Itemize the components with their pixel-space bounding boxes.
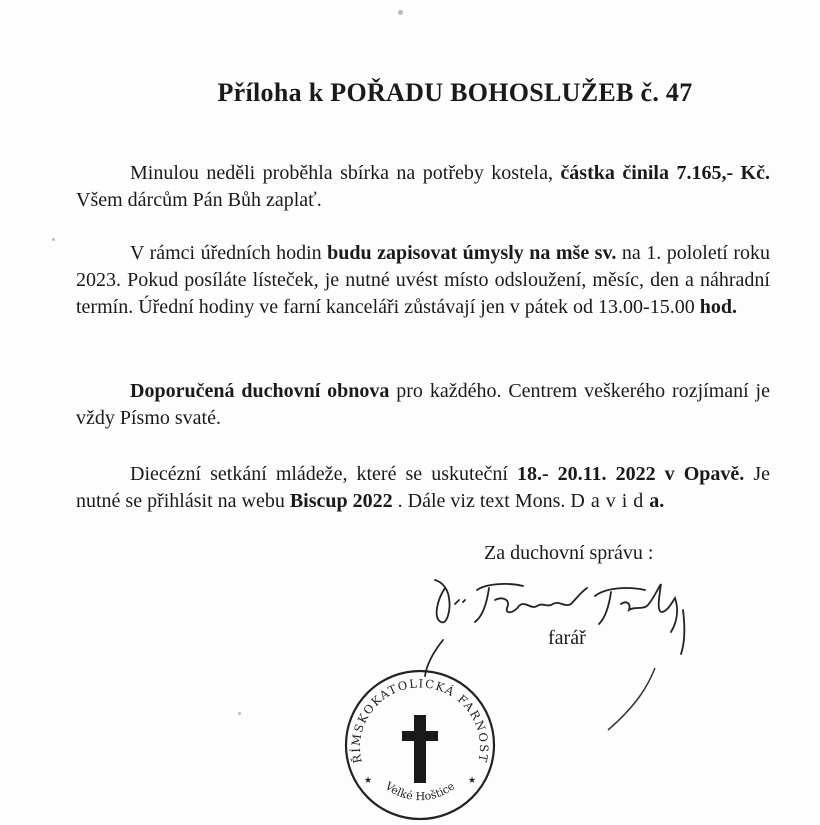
scan-speck [398,10,403,15]
p4-text-c: Je nutné se přihlásit na webu [76,463,770,512]
signature-role: farář [548,627,586,649]
p3-text-b: pro každého. Centrem veškerého rozjímaní je vždy Písmo svaté. [76,380,770,429]
p1-text-a: Minulou neděli proběhla sbírka na potřeby kostela, [130,162,561,184]
paragraph-collection [76,160,770,214]
p1-amount: částka činila 7.165,- Kč. [560,162,770,184]
stamp-top-text: ŘÍMSKOKATOLICKÁ FARNOST [348,676,492,765]
scan-speck [238,712,241,715]
paragraph-spiritual-renewal [76,378,770,432]
star-icon: ★ [364,775,373,785]
parish-stamp [340,665,500,825]
pen-stroke [600,660,720,740]
star-icon: ★ [468,775,477,785]
stamp-bottom-text: Velké Hoštice [382,779,458,804]
p4-end: a. [649,490,665,512]
p1-text-c: Všem dárcům Pán Bůh zaplať. [76,189,322,211]
p4-dates: 18.- 20.11. 2022 v Opavě. [516,463,745,485]
closing-line: Za duchovní správu : [484,542,654,564]
p2-bold: budu zapisovat úmysly na mše sv. [327,242,617,264]
p4-biscup: Biscup 2022 [289,490,393,512]
p2-hod: hod. [699,296,737,318]
cross-icon [402,715,438,783]
paragraph-mass-intentions [76,240,770,321]
p2-text-c: na 1. pololetí roku 2023. Pokud posíláte lísteček, je nutné uvést místo odsloužení, měsíc, den a náhradní termín. Úřední hodiny ve farní kanceláři zůstávají jen v pátek od 13.00-15.00 [76,242,771,318]
p2-text-a: V rámci úředních hodin [130,242,328,264]
p4-david: David [570,490,650,512]
page-title: Příloha k POŘADU BOHOSLUŽEB č. 47 [217,78,693,107]
p4-text-e: . Dále viz text Mons. [392,490,571,512]
p4-text-a: Diecézní setkání mládeže, které se uskuteční [130,463,517,485]
paragraph-youth-meeting [76,461,770,515]
p3-bold: Doporučená duchovní obnova [130,380,390,402]
scan-speck [52,238,55,241]
